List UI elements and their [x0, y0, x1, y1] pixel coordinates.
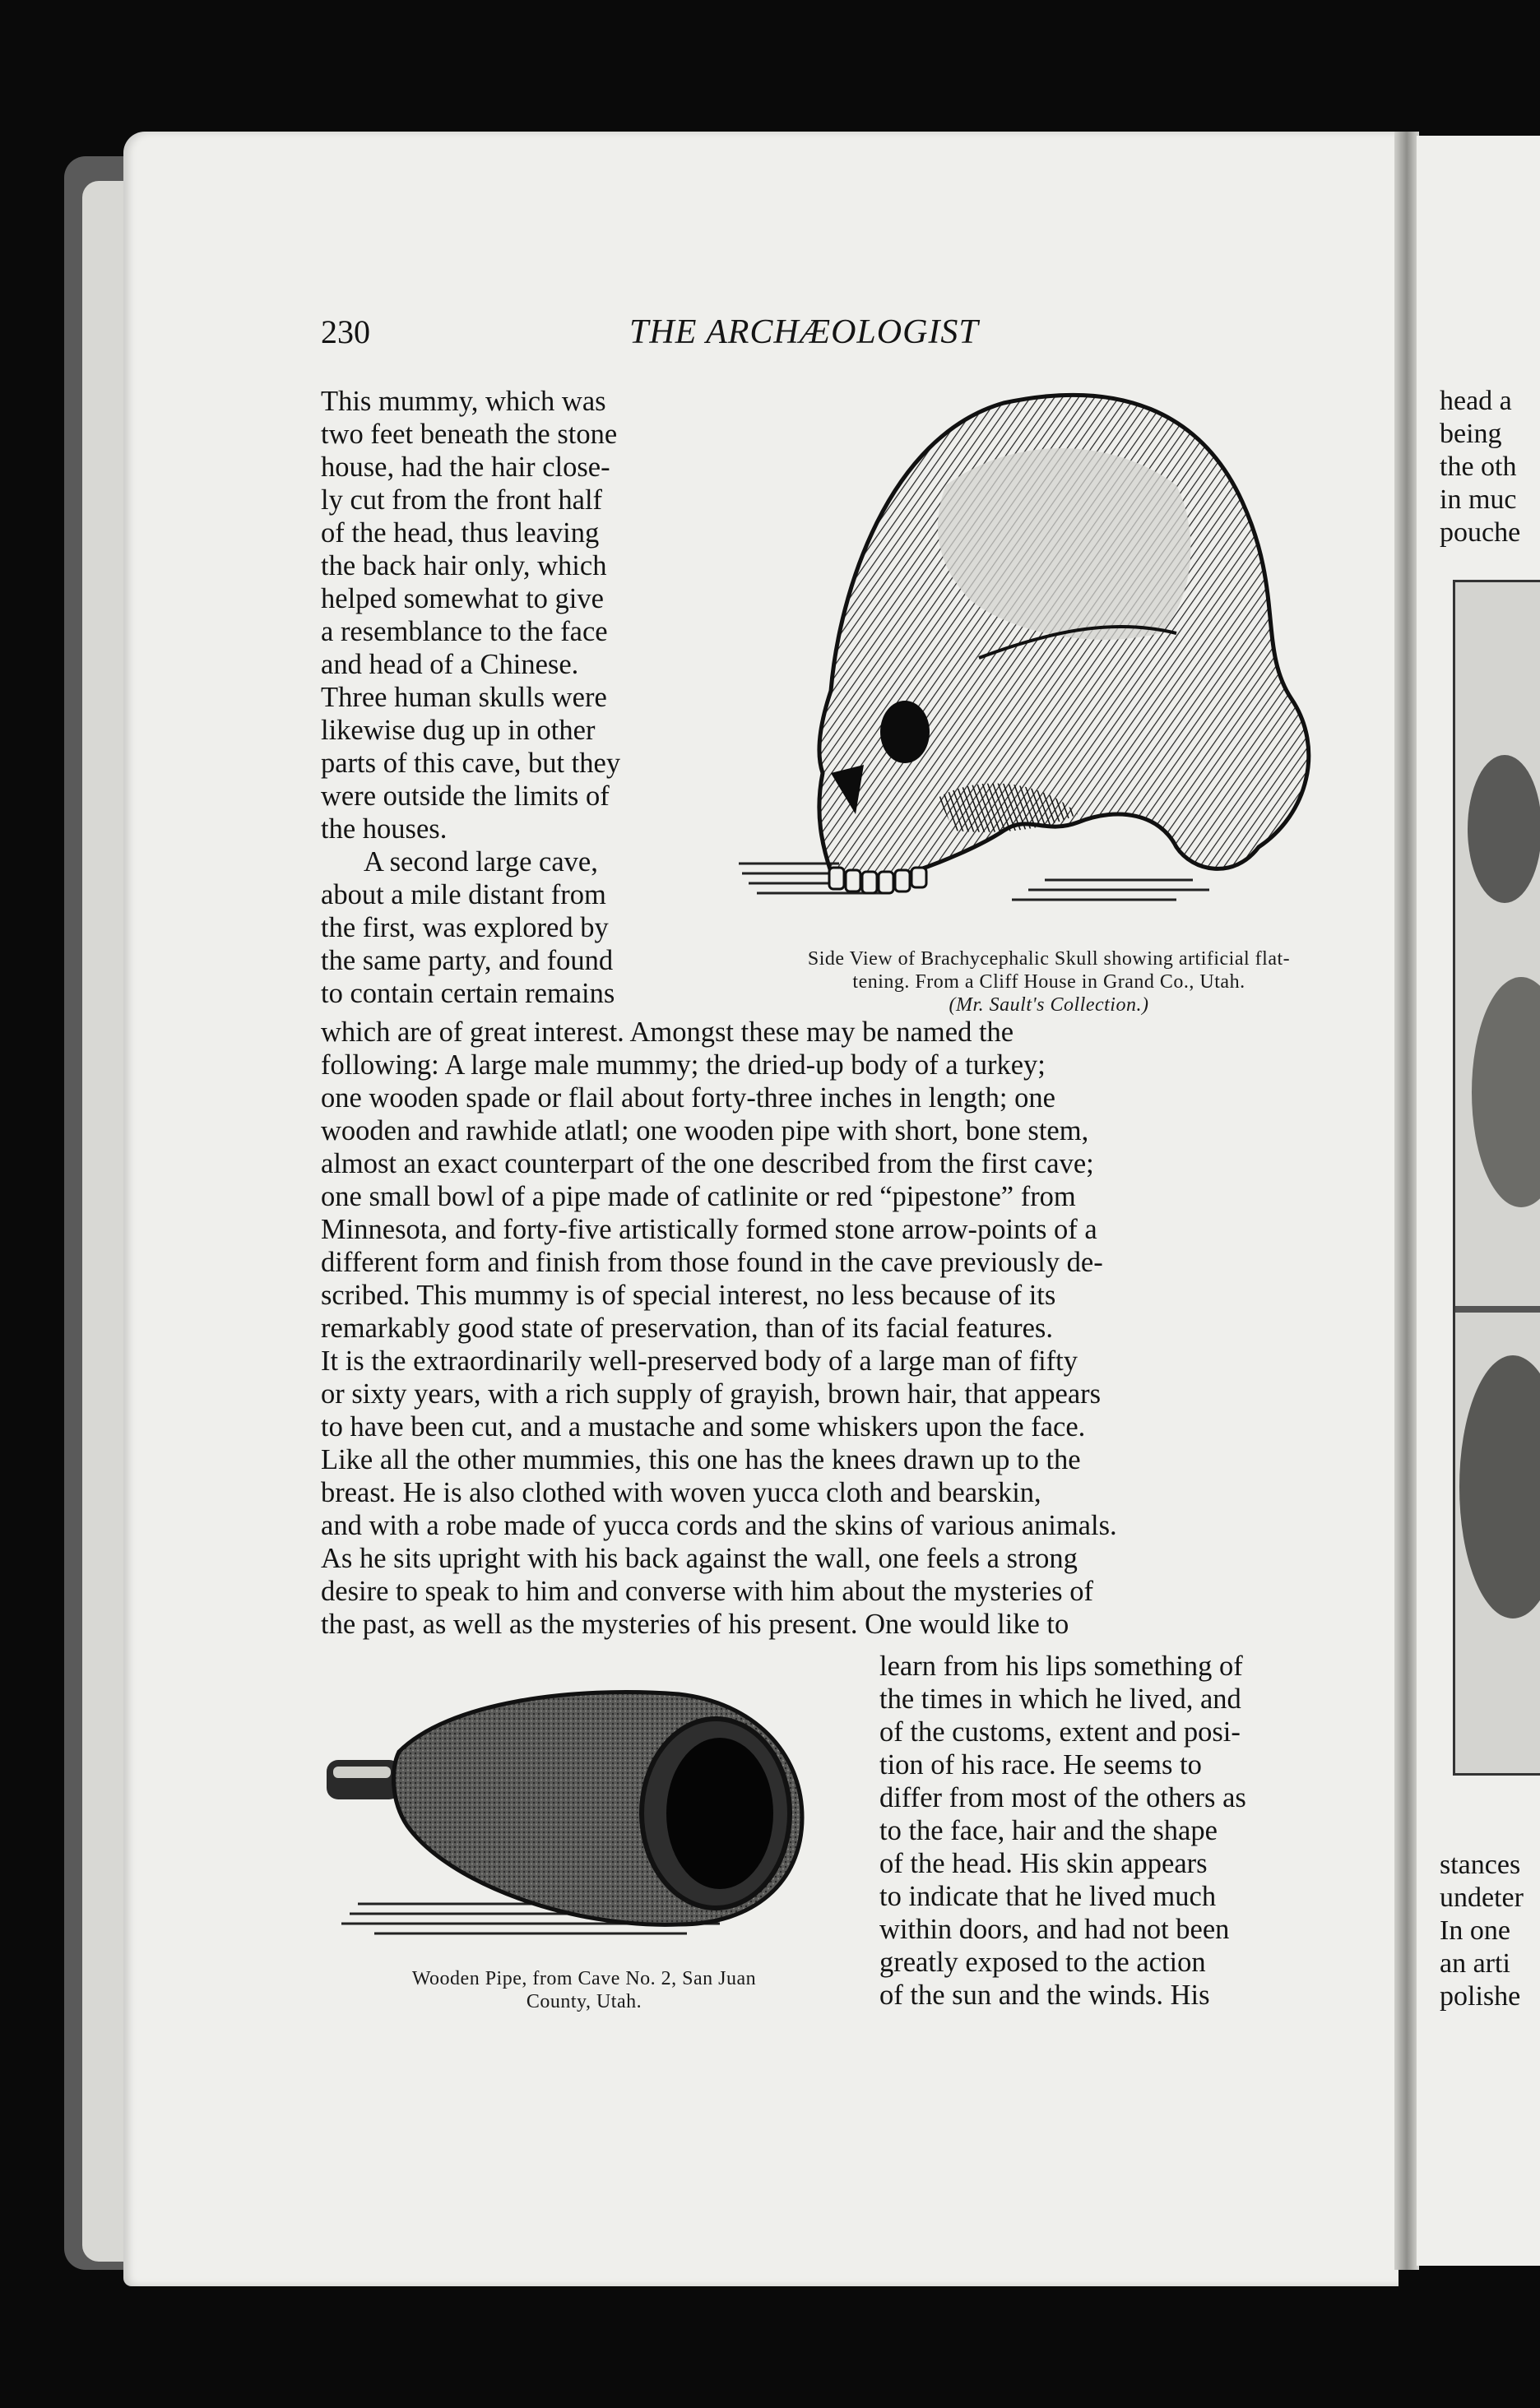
- text-line: the past, as well as the mysteries of his present. One would like to: [321, 1609, 1069, 1640]
- caption-line: (Mr. Sault's Collection.): [949, 994, 1149, 1016]
- text-line: stances: [1440, 1850, 1521, 1880]
- full-width-text: [321, 1016, 1366, 1657]
- eye-socket: [880, 701, 930, 763]
- text-line: or sixty years, with a rich supply of grayish, brown hair, that appears: [321, 1378, 1102, 1410]
- text-line: a resemblance to the face: [321, 616, 608, 647]
- text-line: the houses.: [321, 813, 448, 845]
- narrow-column-text: [321, 385, 716, 1026]
- text-line: the oth: [1440, 452, 1517, 482]
- caption-line: County, Utah.: [526, 1991, 642, 2012]
- text-line: to have been cut, and a mustache and some whiskers upon the face.: [321, 1411, 1086, 1442]
- text-line: In one: [1440, 1915, 1510, 1946]
- text-line: parts of this cave, but they: [321, 748, 621, 779]
- text-line: the times in which he lived, and: [879, 1683, 1241, 1715]
- facing-page-bottom-text: [1440, 1849, 1540, 2021]
- text-line: one wooden spade or flail about forty-three inches in length; one: [321, 1082, 1055, 1114]
- skull-illustration: [732, 387, 1366, 946]
- pipe-caption: [346, 1967, 823, 2017]
- caption-line: tening. From a Cliff House in Grand Co., Utah.: [852, 971, 1245, 993]
- facing-page-image-art: [1455, 582, 1540, 1773]
- text-line: tion of his race. He seems to: [879, 1749, 1202, 1781]
- text-line: which are of great interest. Amongst these may be named the: [321, 1016, 1014, 1048]
- text-line: polishe: [1440, 1981, 1521, 2012]
- text-line: greatly exposed to the action: [879, 1947, 1206, 1978]
- caption-line: Wooden Pipe, from Cave No. 2, San Juan: [411, 1968, 757, 1989]
- text-line: the same party, and found: [321, 945, 614, 976]
- text-line: ly cut from the front half: [321, 484, 603, 516]
- text-line: helped somewhat to give: [321, 583, 604, 614]
- text-line: were outside the limits of: [321, 780, 610, 812]
- text-line: of the head, thus leaving: [321, 517, 600, 549]
- text-line: almost an exact counterpart of the one described from the first cave;: [321, 1148, 1094, 1179]
- running-header: [321, 313, 1357, 362]
- journal-title: THE ARCHÆOLOGIST: [629, 313, 979, 351]
- text-line: of the sun and the winds. His: [879, 1980, 1210, 2011]
- page-number: 230: [321, 313, 370, 350]
- facing-page-top-text: [1440, 385, 1540, 558]
- caption-line: Side View of Brachycephalic Skull showing artificial flat-: [807, 948, 1291, 970]
- text-line: of the head. His skin appears: [879, 1848, 1208, 1879]
- text-line: differ from most of the others as: [879, 1782, 1246, 1813]
- text-line: likewise dug up in other: [321, 715, 596, 746]
- text-line: remarkably good state of preservation, than of its facial features.: [321, 1313, 1053, 1344]
- text-line: of the customs, extent and posi-: [879, 1716, 1241, 1748]
- text-line: following: A large male mummy; the dried-up body of a turkey;: [321, 1049, 1046, 1081]
- text-line: Three human skulls were: [321, 682, 607, 713]
- text-line: learn from his lips something of: [879, 1651, 1243, 1682]
- text-line: pouche: [1440, 517, 1521, 548]
- text-line: to indicate that he lived much: [879, 1881, 1217, 1912]
- text-line: one small bowl of a pipe made of catlinite or red “pipestone” from: [321, 1181, 1076, 1212]
- text-line: being: [1440, 419, 1502, 449]
- text-line: head a: [1440, 386, 1512, 416]
- text-line: the back hair only, which: [321, 550, 607, 581]
- book-gutter: [1394, 132, 1419, 2270]
- text-line: in muc: [1440, 484, 1517, 515]
- text-line: and head of a Chinese.: [321, 649, 579, 680]
- text-line: It is the extraordinarily well-preserved body of a large man of fifty: [321, 1345, 1078, 1377]
- text-line: Minnesota, and forty-five artistically formed stone arrow-points of a: [321, 1214, 1097, 1245]
- text-line: to the face, hair and the shape: [879, 1815, 1218, 1846]
- pipe-stem: [327, 1760, 401, 1799]
- right-column-text: [879, 1650, 1373, 2028]
- text-line: breast. He is also clothed with woven yucca cloth and bearskin,: [321, 1477, 1041, 1508]
- wooden-pipe-illustration: [325, 1678, 851, 1957]
- text-line: Like all the other mummies, this one has the knees drawn up to the: [321, 1444, 1081, 1475]
- text-line: about a mile distant from: [321, 879, 606, 910]
- text-line: an arti: [1440, 1948, 1510, 1979]
- text-line: and with a robe made of yucca cords and the skins of various animals.: [321, 1510, 1117, 1541]
- text-line: two feet beneath the stone: [321, 419, 618, 450]
- text-line: house, had the hair close-: [321, 452, 610, 483]
- text-line: wooden and rawhide atlatl; one wooden pipe with short, bone stem,: [321, 1115, 1089, 1146]
- text-line: within doors, and had not been: [879, 1914, 1230, 1945]
- pipe-stem-highlight: [333, 1767, 391, 1778]
- text-line: A second large cave,: [364, 846, 598, 878]
- text-line: the first, was explored by: [321, 912, 609, 943]
- text-line: As he sits upright with his back against the wall, one feels a strong: [321, 1543, 1078, 1574]
- text-line: different form and finish from those found in the cave previously de-: [321, 1247, 1103, 1278]
- ground-shading: [739, 864, 1209, 900]
- text-line: desire to speak to him and converse with him about the mysteries of: [321, 1576, 1093, 1607]
- facing-page-image: [1453, 580, 1540, 1776]
- text-line: to contain certain remains: [321, 978, 615, 1009]
- text-line: This mummy, which was: [321, 386, 606, 417]
- text-line: scribed. This mummy is of special interest, no less because of its: [321, 1280, 1056, 1311]
- pipe-opening: [666, 1738, 773, 1889]
- text-line: undeter: [1440, 1882, 1524, 1913]
